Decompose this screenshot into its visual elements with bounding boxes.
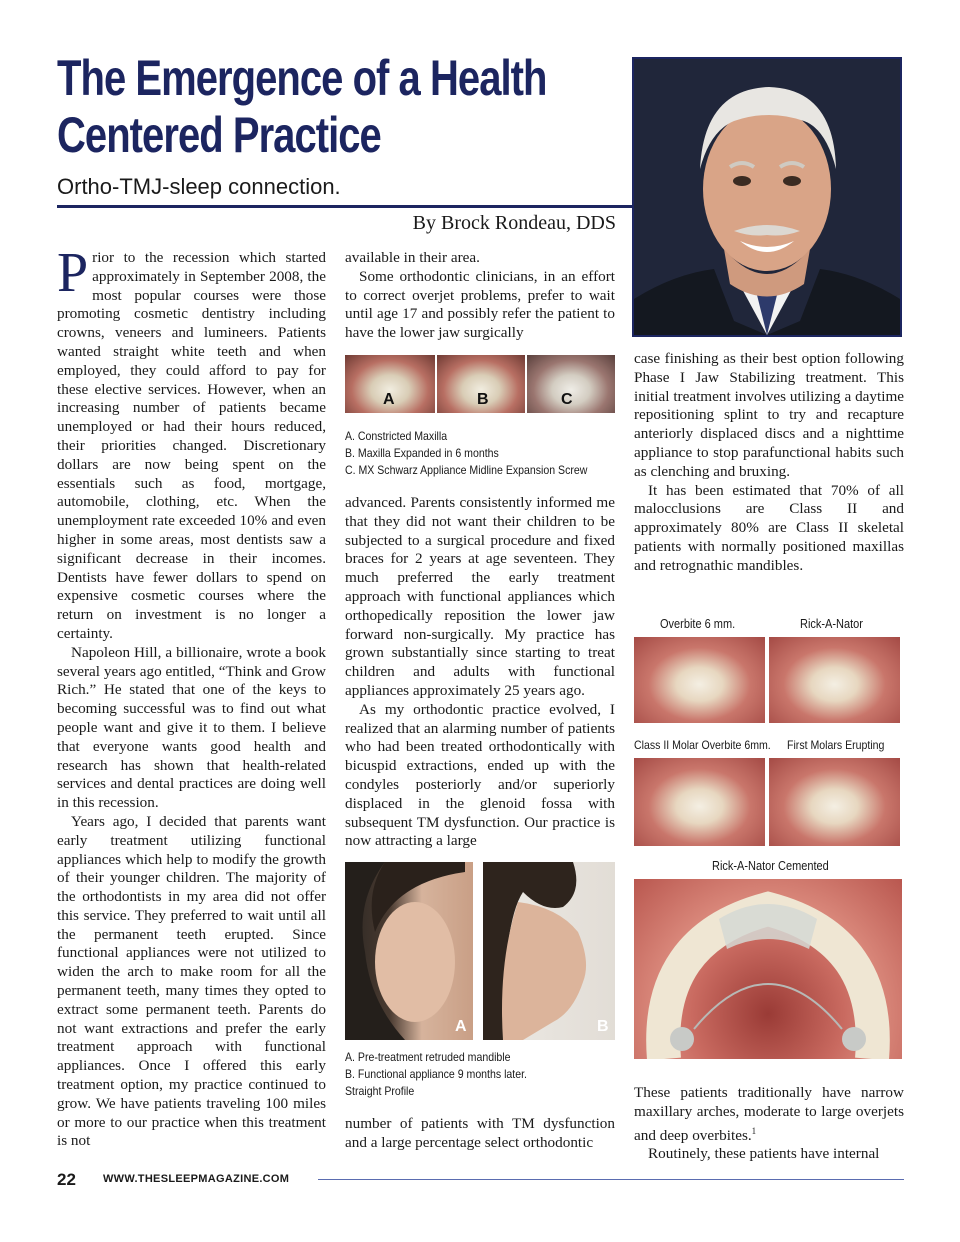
figure-posttreatment-profile: [483, 862, 615, 1040]
figure-rickanator: [769, 637, 900, 723]
paragraph-malocclusions: It has been estimated that 70% of all malocclusions are Class II and approximately 80% are Class II skeletal patients with normally positioned maxillas and retrognathic mandibles.: [634, 481, 904, 574]
column-1: [57, 242, 326, 1151]
paragraph-narrow-arches: These patients traditionally have narrow maxillary arches, moderate to large overjets and deep overbites.$^1$: [634, 1084, 904, 1144]
column-2-middle: [345, 494, 615, 851]
figure-first-molars: [769, 758, 900, 846]
figure-label-b: B: [477, 391, 489, 408]
figure-rickanator-cemented: [634, 879, 902, 1059]
byline: By Brock Rondeau, DDS: [412, 212, 616, 234]
footnote-marker: 1: [751, 1125, 757, 1136]
label-class2-molar: Class II Molar Overbite 6mm.: [634, 738, 771, 752]
figure-label-c: C: [561, 391, 573, 408]
label-rickanator-cemented: Rick-A-Nator Cemented: [712, 859, 829, 873]
paragraph-continued: available in their area.: [345, 249, 480, 266]
column-3-bottom: [634, 1084, 904, 1164]
label-overbite: Overbite 6 mm.: [660, 617, 736, 631]
page-number: 22: [57, 1170, 76, 1189]
column-2-top: [345, 249, 615, 343]
magazine-url: WWW.THESLEEPMAGAZINE.COM: [103, 1173, 290, 1185]
paragraph-routinely: Routinely, these patients have internal: [648, 1145, 880, 1163]
article-subtitle: Ortho-TMJ-sleep connection.: [57, 174, 341, 199]
author-photo: [632, 57, 902, 337]
paragraph-advanced: advanced. Parents consistently informed me that they did not want their children to be subjected to a surgical procedure and fixed braces for 2 years at age seventeen. They much preferred the early treatment approach with functional appliances which orthopedically reposition the lower jaw forward non-surgically. My practice has grown substantially since starting to treat children and adults with functional appliances approximately 25 years ago.: [345, 494, 615, 699]
paragraph-evolved: As my orthodontic practice evolved, I realized that an alarming number of patients who had been treated orthodontically with bicuspid extractions, ended up with the condyles posteriorly and/or superiorly displaced in the glenoid fossa with subsequent TM dysfunction. Our practice is now attracting a large: [345, 700, 615, 850]
drop-cap: P: [57, 242, 89, 304]
paragraph-tm-dysfunction: number of patients with TM dysfunction and a large percentage select orthodontic: [345, 1115, 615, 1151]
article-title-line2: Centered Practice: [57, 107, 381, 163]
figure-pretreatment-profile: [345, 862, 473, 1040]
article-title: [57, 50, 547, 164]
figure-1-caption: A. Constricted Maxilla B. Maxilla Expanded in 6 months C. MX Schwarz Appliance Midline Expansion Screw: [345, 429, 588, 477]
column-3-top: [634, 350, 904, 576]
article-title-line1: The Emergence of a Health: [57, 50, 547, 106]
paragraph-2: Napoleon Hill, a billionaire, wrote a book several years ago entitled, “Think and Grow Rich.” He stated that one of the keys to becoming successful was to find out what people want and give it to them. I believe that everyone wants good health and research has shown that health-related services and dental practices are doing well in this recession.: [57, 643, 326, 812]
column-2-bottom: [345, 1115, 615, 1153]
figure-schwarz-appliance: [527, 355, 615, 413]
paragraph-case-finishing: case finishing as their best option following Phase I Jaw Stabilizing treatment. This initial treatment involves utilizing a daytime repositioning splint to try and recapture anteriorly displaced discs and a nighttime appliance to stop parafunctional habits such as clenching and bruxing.: [634, 350, 904, 480]
profile-label-a: A: [455, 1018, 467, 1035]
paragraph-1: Prior to the recession which started approximately in September 2008, the most popular courses were those promoting cosmetic dentistry including crowns, veneers and lumineers. Patients wanted straight white teeth and when employed, they could afford to pay for these elective services. However, when an increasing number of patients became unemployed or had their hours reduced, their priorities changed. Discretionary dollars are now being spent on the essentials such as food, mortgage, automobile, clothing, etc. When the unemployment rate exceeded 10% and even higher in some areas, most dentists saw a significant decrease in their incomes. Dentists have fewer dollars to spend on expensive cosmetic courses where the return on investment is no longer a certainty.: [57, 242, 326, 642]
figure-maxilla-expanded: [437, 355, 525, 413]
footer-rule: [318, 1179, 904, 1180]
figure-overbite: [634, 637, 765, 723]
profile-label-b: B: [597, 1018, 609, 1035]
figure-constricted-maxilla: [345, 355, 435, 413]
figure-class2-molar: [634, 758, 765, 846]
label-rickanator: Rick-A-Nator: [800, 617, 863, 631]
title-divider: [57, 205, 635, 208]
label-first-molars: First Molars Erupting: [787, 738, 885, 752]
figure-2-caption: A. Pre-treatment retruded mandible B. Functional appliance 9 months later. Straight Profile: [345, 1050, 527, 1098]
figure-label-a: A: [383, 391, 395, 408]
paragraph-overjet: Some orthodontic clinicians, in an effort to correct overjet problems, prefer to wait until age 17 and possibly refer the patient to have the lower jaw surgically: [345, 267, 615, 342]
paragraph-3: Years ago, I decided that parents want early treatment utilizing functional appliances which help to modify the growth of their younger children. The majority of the orthodontists in my area did not offer this service. They preferred to wait until all the permanent teeth erupted. Since functional appliances were not utilized to widen the arch to make room for all the permanent teeth, many times they opted to extract some permanent teeth. Parents do not want extractions and prefer the early treatment approach with functional appliances. Once I offered this early treatment option, my practice continued to grow. We have patients traveling 100 miles or more to our practice when this treatment is not: [57, 812, 326, 1150]
